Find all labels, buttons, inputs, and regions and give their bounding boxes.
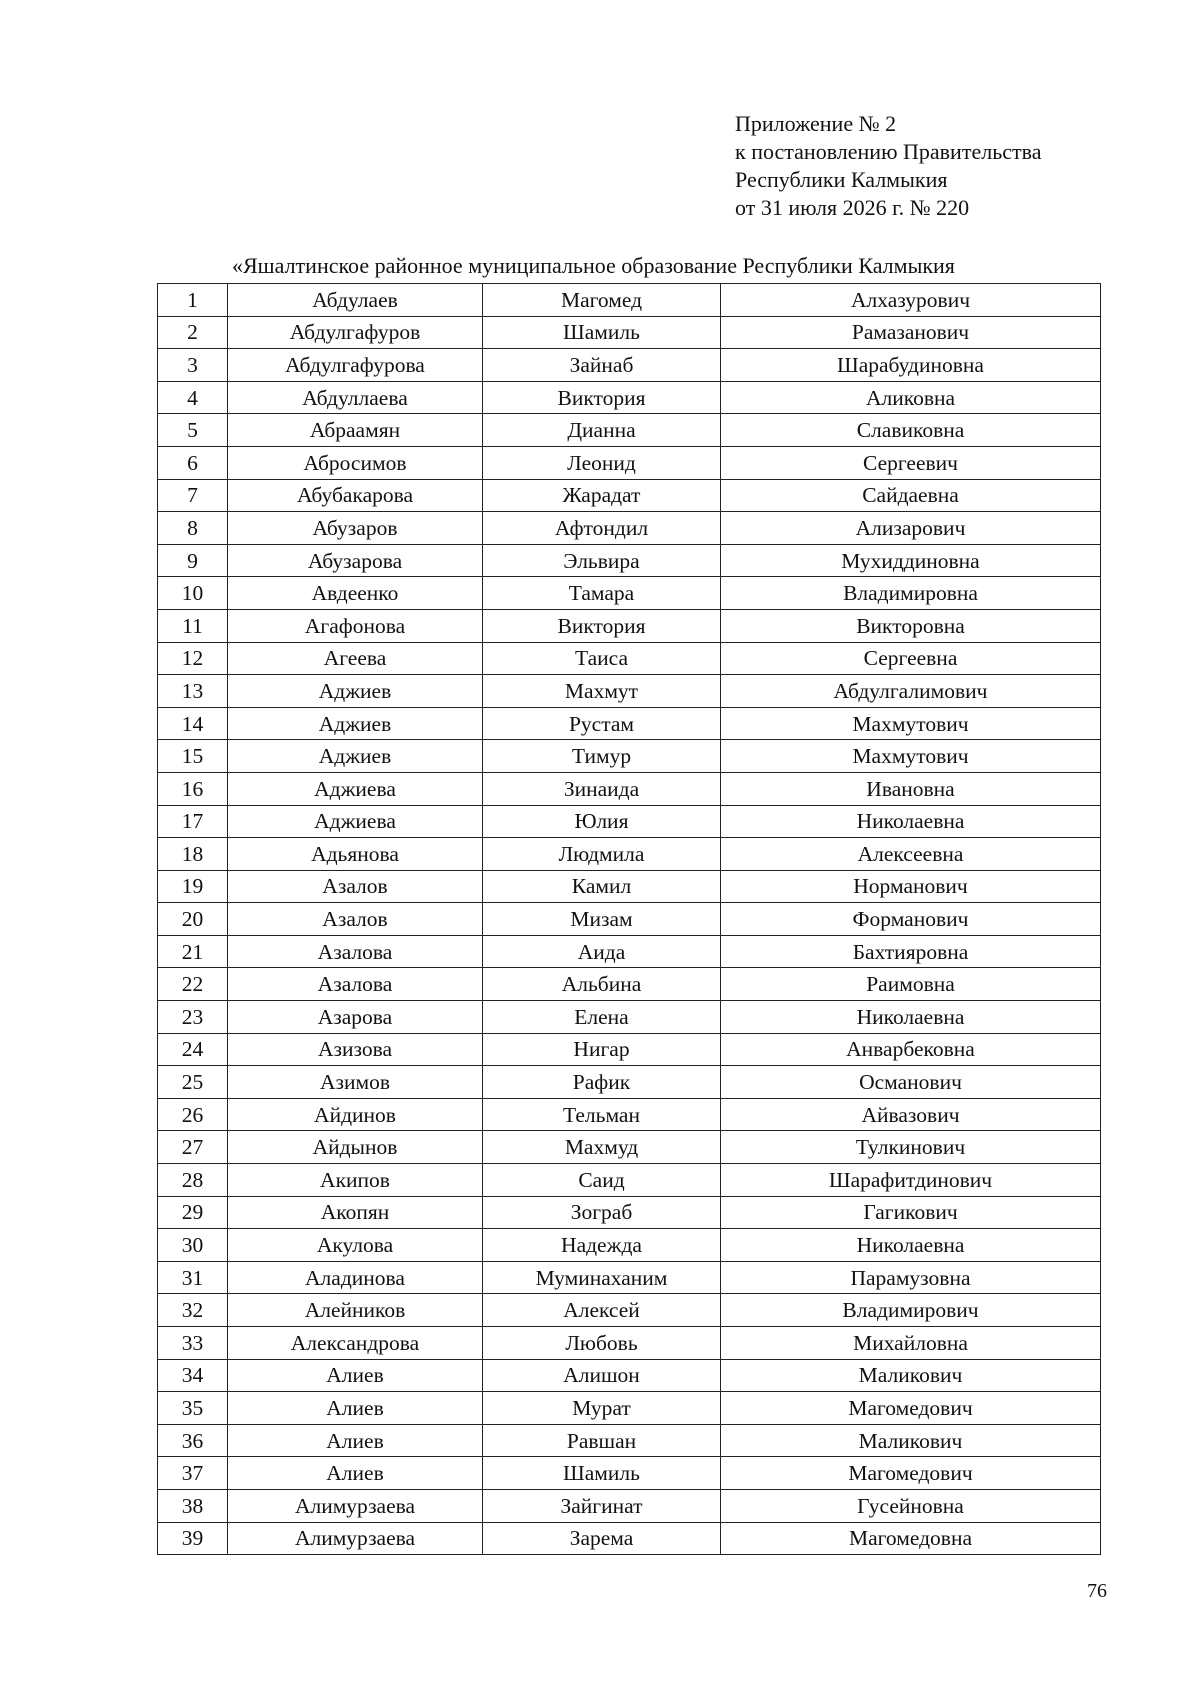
last-name-cell: Абузаров <box>228 512 483 545</box>
table-row <box>158 740 1101 773</box>
first-name-cell: Равшан <box>483 1424 721 1457</box>
first-name-cell: Зайнаб <box>483 349 721 382</box>
table-row <box>158 1261 1101 1294</box>
last-name-cell: Алимурзаева <box>228 1489 483 1522</box>
first-name-cell: Алексей <box>483 1294 721 1327</box>
table-row <box>158 1294 1101 1327</box>
patronymic-cell: Бахтияровна <box>721 935 1101 968</box>
row-number-cell: 16 <box>158 772 228 805</box>
table-row <box>158 1196 1101 1229</box>
last-name-cell: Аджиев <box>228 707 483 740</box>
first-name-cell: Афтондил <box>483 512 721 545</box>
patronymic-cell: Османович <box>721 1066 1101 1099</box>
table-row <box>158 642 1101 675</box>
first-name-cell: Магомед <box>483 284 721 317</box>
appendix-line: от 31 июля 2026 г. № 220 <box>735 195 970 220</box>
row-number-cell: 31 <box>158 1261 228 1294</box>
row-number-cell: 32 <box>158 1294 228 1327</box>
first-name-cell: Любовь <box>483 1327 721 1360</box>
first-name-cell: Эльвира <box>483 544 721 577</box>
first-name-cell: Шамиль <box>483 1457 721 1490</box>
last-name-cell: Аджиева <box>228 772 483 805</box>
row-number-cell: 25 <box>158 1066 228 1099</box>
patronymic-cell: Магомедович <box>721 1457 1101 1490</box>
table-row <box>158 935 1101 968</box>
patronymic-cell: Шарабудиновна <box>721 349 1101 382</box>
row-number-cell: 10 <box>158 577 228 610</box>
row-number-cell: 8 <box>158 512 228 545</box>
first-name-cell: Зарема <box>483 1522 721 1555</box>
row-number-cell: 4 <box>158 381 228 414</box>
last-name-cell: Абубакарова <box>228 479 483 512</box>
table-row <box>158 1489 1101 1522</box>
row-number-cell: 14 <box>158 707 228 740</box>
table-row <box>158 805 1101 838</box>
last-name-cell: Аджиев <box>228 740 483 773</box>
row-number-cell: 27 <box>158 1131 228 1164</box>
first-name-cell: Саид <box>483 1164 721 1197</box>
last-name-cell: Азизова <box>228 1033 483 1066</box>
patronymic-cell: Махмутович <box>721 707 1101 740</box>
last-name-cell: Аджиев <box>228 675 483 708</box>
row-number-cell: 11 <box>158 609 228 642</box>
first-name-cell: Мурат <box>483 1392 721 1425</box>
patronymic-cell: Махмутович <box>721 740 1101 773</box>
patronymic-cell: Владимировна <box>721 577 1101 610</box>
first-name-cell: Тимур <box>483 740 721 773</box>
table-row <box>158 349 1101 382</box>
row-number-cell: 38 <box>158 1489 228 1522</box>
row-number-cell: 36 <box>158 1424 228 1457</box>
first-name-cell: Муминаханим <box>483 1261 721 1294</box>
patronymic-cell: Гагикович <box>721 1196 1101 1229</box>
last-name-cell: Абдулгафуров <box>228 316 483 349</box>
patronymic-cell: Айвазович <box>721 1098 1101 1131</box>
last-name-cell: Акулова <box>228 1229 483 1262</box>
last-name-cell: Абдулгафурова <box>228 349 483 382</box>
table-row <box>158 512 1101 545</box>
patronymic-cell: Форманович <box>721 903 1101 936</box>
table-row <box>158 968 1101 1001</box>
patronymic-cell: Сайдаевна <box>721 479 1101 512</box>
row-number-cell: 5 <box>158 414 228 447</box>
table-row <box>158 1164 1101 1197</box>
row-number-cell: 12 <box>158 642 228 675</box>
row-number-cell: 9 <box>158 544 228 577</box>
patronymic-cell: Сергеевна <box>721 642 1101 675</box>
patronymic-cell: Гусейновна <box>721 1489 1101 1522</box>
last-name-cell: Алимурзаева <box>228 1522 483 1555</box>
last-name-cell: Агафонова <box>228 609 483 642</box>
patronymic-cell: Норманович <box>721 870 1101 903</box>
table-row <box>158 1033 1101 1066</box>
first-name-cell: Виктория <box>483 609 721 642</box>
table-row <box>158 479 1101 512</box>
row-number-cell: 33 <box>158 1327 228 1360</box>
first-name-cell: Зограб <box>483 1196 721 1229</box>
last-name-cell: Алиев <box>228 1392 483 1425</box>
patronymic-cell: Абдулгалимович <box>721 675 1101 708</box>
row-number-cell: 19 <box>158 870 228 903</box>
table-row <box>158 903 1101 936</box>
last-name-cell: Адьянова <box>228 838 483 871</box>
patronymic-cell: Славиковна <box>721 414 1101 447</box>
table-row <box>158 1392 1101 1425</box>
patronymic-cell: Николаевна <box>721 1001 1101 1034</box>
patronymic-cell: Магомедович <box>721 1392 1101 1425</box>
patronymic-cell: Ивановна <box>721 772 1101 805</box>
row-number-cell: 3 <box>158 349 228 382</box>
last-name-cell: Абраамян <box>228 414 483 447</box>
row-number-cell: 20 <box>158 903 228 936</box>
table-row <box>158 1359 1101 1392</box>
first-name-cell: Альбина <box>483 968 721 1001</box>
patronymic-cell: Аликовна <box>721 381 1101 414</box>
last-name-cell: Аладинова <box>228 1261 483 1294</box>
last-name-cell: Абдуллаева <box>228 381 483 414</box>
patronymic-cell: Михайловна <box>721 1327 1101 1360</box>
patronymic-cell: Шарафитдинович <box>721 1164 1101 1197</box>
patronymic-cell: Ализарович <box>721 512 1101 545</box>
table-row <box>158 838 1101 871</box>
last-name-cell: Айдинов <box>228 1098 483 1131</box>
row-number-cell: 13 <box>158 675 228 708</box>
first-name-cell: Нигар <box>483 1033 721 1066</box>
first-name-cell: Рустам <box>483 707 721 740</box>
table-row <box>158 707 1101 740</box>
first-name-cell: Мизам <box>483 903 721 936</box>
patronymic-cell: Сергеевич <box>721 446 1101 479</box>
row-number-cell: 7 <box>158 479 228 512</box>
table-row <box>158 1424 1101 1457</box>
table-row <box>158 284 1101 317</box>
table-row <box>158 1098 1101 1131</box>
last-name-cell: Алейников <box>228 1294 483 1327</box>
first-name-cell: Камил <box>483 870 721 903</box>
first-name-cell: Дианна <box>483 414 721 447</box>
first-name-cell: Надежда <box>483 1229 721 1262</box>
last-name-cell: Акопян <box>228 1196 483 1229</box>
table-row <box>158 381 1101 414</box>
first-name-cell: Зайгинат <box>483 1489 721 1522</box>
first-name-cell: Махмут <box>483 675 721 708</box>
row-number-cell: 34 <box>158 1359 228 1392</box>
patronymic-cell: Николаевна <box>721 805 1101 838</box>
patronymic-cell: Раимовна <box>721 968 1101 1001</box>
first-name-cell: Жарадат <box>483 479 721 512</box>
patronymic-cell: Рамазанович <box>721 316 1101 349</box>
first-name-cell: Рафик <box>483 1066 721 1099</box>
table-row <box>158 1522 1101 1555</box>
patronymic-cell: Алхазурович <box>721 284 1101 317</box>
first-name-cell: Людмила <box>483 838 721 871</box>
row-number-cell: 1 <box>158 284 228 317</box>
row-number-cell: 18 <box>158 838 228 871</box>
last-name-cell: Азалова <box>228 935 483 968</box>
appendix-line: к постановлению Правительства <box>735 139 1042 164</box>
patronymic-cell: Владимирович <box>721 1294 1101 1327</box>
last-name-cell: Азалова <box>228 968 483 1001</box>
row-number-cell: 39 <box>158 1522 228 1555</box>
first-name-cell: Тельман <box>483 1098 721 1131</box>
first-name-cell: Алишон <box>483 1359 721 1392</box>
patronymic-cell: Парамузовна <box>721 1261 1101 1294</box>
appendix-line: Республики Калмыкия <box>735 167 948 192</box>
roster-table <box>157 283 1101 1555</box>
last-name-cell: Азалов <box>228 903 483 936</box>
last-name-cell: Авдеенко <box>228 577 483 610</box>
last-name-cell: Алиев <box>228 1359 483 1392</box>
table-row <box>158 1327 1101 1360</box>
patronymic-cell: Маликович <box>721 1424 1101 1457</box>
row-number-cell: 29 <box>158 1196 228 1229</box>
patronymic-cell: Магомедовна <box>721 1522 1101 1555</box>
table-row <box>158 577 1101 610</box>
last-name-cell: Аджиева <box>228 805 483 838</box>
patronymic-cell: Мухиддиновна <box>721 544 1101 577</box>
first-name-cell: Леонид <box>483 446 721 479</box>
first-name-cell: Юлия <box>483 805 721 838</box>
page-number: 76 <box>1087 1580 1107 1602</box>
last-name-cell: Акипов <box>228 1164 483 1197</box>
row-number-cell: 30 <box>158 1229 228 1262</box>
appendix-line: Приложение № 2 <box>735 111 897 136</box>
patronymic-cell: Алексеевна <box>721 838 1101 871</box>
table-caption: «Яшалтинское районное муниципальное образование Республики Калмыкия <box>232 253 955 278</box>
row-number-cell: 37 <box>158 1457 228 1490</box>
roster-body <box>158 284 1101 1555</box>
first-name-cell: Елена <box>483 1001 721 1034</box>
first-name-cell: Шамиль <box>483 316 721 349</box>
row-number-cell: 22 <box>158 968 228 1001</box>
first-name-cell: Таиса <box>483 642 721 675</box>
table-row <box>158 414 1101 447</box>
row-number-cell: 17 <box>158 805 228 838</box>
last-name-cell: Абузарова <box>228 544 483 577</box>
table-row <box>158 1457 1101 1490</box>
table-row <box>158 675 1101 708</box>
table-row <box>158 1131 1101 1164</box>
last-name-cell: Абдулаев <box>228 284 483 317</box>
row-number-cell: 28 <box>158 1164 228 1197</box>
table-row <box>158 446 1101 479</box>
patronymic-cell: Маликович <box>721 1359 1101 1392</box>
first-name-cell: Зинаида <box>483 772 721 805</box>
last-name-cell: Айдынов <box>228 1131 483 1164</box>
appendix-header <box>735 110 1041 222</box>
row-number-cell: 24 <box>158 1033 228 1066</box>
patronymic-cell: Викторовна <box>721 609 1101 642</box>
table-row <box>158 1066 1101 1099</box>
table-row <box>158 1229 1101 1262</box>
last-name-cell: Алиев <box>228 1424 483 1457</box>
last-name-cell: Азимов <box>228 1066 483 1099</box>
first-name-cell: Виктория <box>483 381 721 414</box>
last-name-cell: Александрова <box>228 1327 483 1360</box>
row-number-cell: 23 <box>158 1001 228 1034</box>
table-row <box>158 316 1101 349</box>
patronymic-cell: Николаевна <box>721 1229 1101 1262</box>
row-number-cell: 2 <box>158 316 228 349</box>
last-name-cell: Алиев <box>228 1457 483 1490</box>
table-row <box>158 1001 1101 1034</box>
row-number-cell: 6 <box>158 446 228 479</box>
first-name-cell: Махмуд <box>483 1131 721 1164</box>
row-number-cell: 15 <box>158 740 228 773</box>
table-row <box>158 772 1101 805</box>
row-number-cell: 35 <box>158 1392 228 1425</box>
patronymic-cell: Тулкинович <box>721 1131 1101 1164</box>
row-number-cell: 26 <box>158 1098 228 1131</box>
first-name-cell: Тамара <box>483 577 721 610</box>
table-row <box>158 544 1101 577</box>
last-name-cell: Азарова <box>228 1001 483 1034</box>
last-name-cell: Азалов <box>228 870 483 903</box>
table-row <box>158 609 1101 642</box>
row-number-cell: 21 <box>158 935 228 968</box>
first-name-cell: Аида <box>483 935 721 968</box>
table-row <box>158 870 1101 903</box>
last-name-cell: Абросимов <box>228 446 483 479</box>
patronymic-cell: Анварбековна <box>721 1033 1101 1066</box>
last-name-cell: Агеева <box>228 642 483 675</box>
